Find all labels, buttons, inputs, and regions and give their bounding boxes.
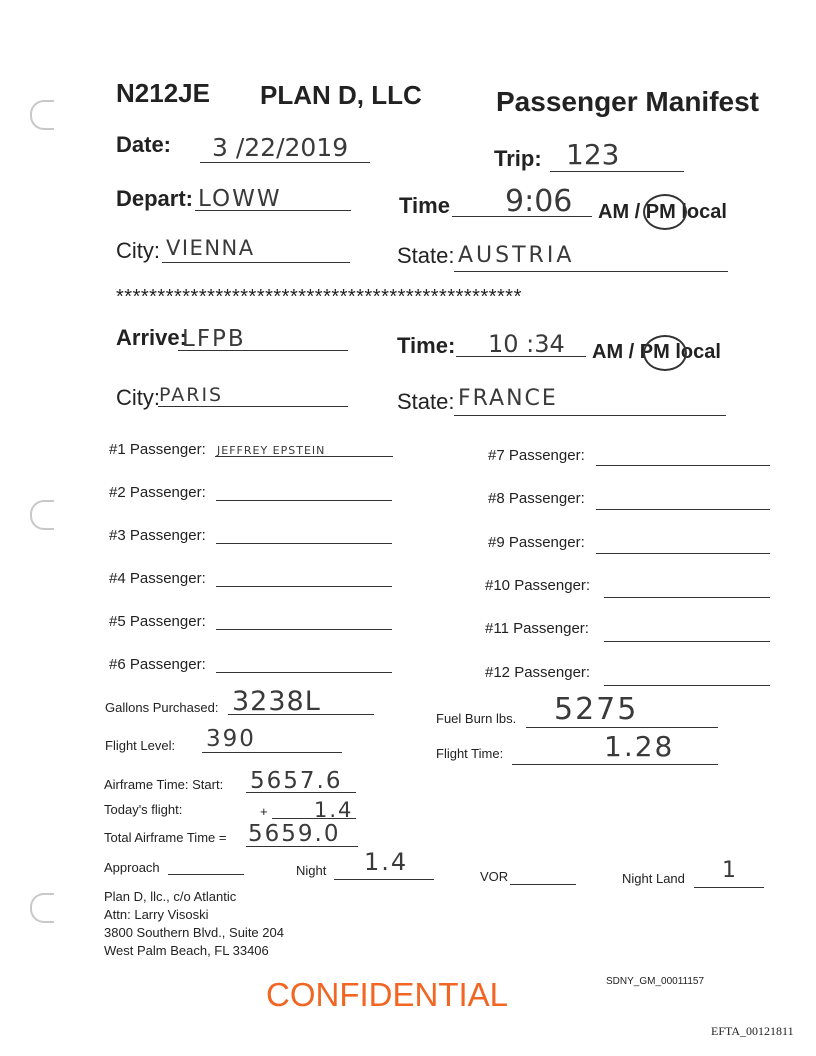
arrive-city-value: PARIS (159, 384, 224, 406)
date-line (200, 162, 370, 163)
pm-circle (643, 335, 687, 371)
passenger-1-line (215, 456, 393, 457)
binder-hole (30, 893, 54, 923)
gallons-value: 3238L (232, 686, 321, 717)
night-land-value: 1 (722, 858, 736, 883)
arrive-city-label: City: (116, 385, 160, 410)
arrive-label: Arrive: (116, 325, 187, 350)
address-line-1: Plan D, llc., c/o Atlantic (104, 889, 237, 904)
night-land-label: Night Land (622, 871, 685, 886)
depart-city-line (162, 262, 350, 263)
separator: ************************************************* (116, 286, 522, 308)
passenger-9-line (596, 553, 770, 554)
depart-city-value: VIENNA (166, 236, 255, 260)
todays-flight-label: Today's flight: (104, 802, 183, 817)
night-value: 1.4 (364, 848, 409, 876)
depart-time-label: Time (399, 193, 450, 218)
depart-time-line (452, 216, 592, 217)
address-line-2: Attn: Larry Visoski (104, 907, 209, 922)
depart-line (195, 210, 351, 211)
passenger-12-line (604, 685, 770, 686)
address-line-3: 3800 Southern Blvd., Suite 204 (104, 925, 284, 940)
flight-time-line (512, 764, 718, 765)
fuel-burn-label: Fuel Burn lbs. (436, 711, 517, 726)
binder-hole (30, 100, 54, 130)
passenger-2-line (216, 500, 392, 501)
night-land-line (694, 887, 764, 888)
passenger-11-label: #11 Passenger: (485, 620, 589, 637)
arrive-state-value: FRANCE (458, 386, 558, 411)
depart-state-label: State: (397, 243, 455, 268)
flight-level-line (202, 752, 342, 753)
todays-flight-line (272, 818, 356, 819)
company-name: PLAN D, LLC (260, 80, 422, 110)
passenger-12-label: #12 Passenger: (485, 664, 591, 681)
flight-time-label: Flight Time: (436, 746, 504, 761)
passenger-7-line (596, 465, 770, 466)
date-label: Date: (116, 132, 172, 157)
passenger-4-label: #4 Passenger: (109, 570, 206, 587)
trip-label: Trip: (494, 146, 542, 171)
trip-line (550, 171, 684, 172)
passenger-11-line (604, 641, 770, 642)
passenger-8-line (596, 509, 770, 510)
todays-flight-value: 1.4 (314, 798, 354, 822)
passenger-2-label: #2 Passenger: (109, 484, 206, 501)
passenger-10-label: #10 Passenger: (485, 577, 591, 594)
trip-value: 123 (566, 138, 620, 171)
airframe-start-label: Airframe Time: Start: (104, 777, 224, 792)
fuel-burn-line (526, 727, 718, 728)
date-value: 3 /22/2019 (212, 133, 349, 162)
total-airframe-value: 5659.0 (248, 821, 341, 847)
passenger-5-line (216, 629, 392, 630)
passenger-9-label: #9 Passenger: (488, 534, 585, 551)
flight-level-value: 390 (206, 726, 256, 752)
total-airframe-label: Total Airframe Time = (104, 830, 227, 845)
vor-line (510, 884, 576, 885)
passenger-7-label: #7 Passenger: (488, 447, 585, 464)
depart-time-value: 9:06 (505, 184, 573, 219)
depart-ampm: AM / PM local (598, 201, 727, 223)
arrive-line (178, 350, 348, 351)
depart-value: LOWW (198, 186, 282, 212)
total-airframe-line (246, 846, 358, 847)
depart-state-value: AUSTRIA (458, 243, 575, 268)
depart-city-label: City: (116, 238, 160, 263)
confidential-stamp: CONFIDENTIAL (266, 976, 509, 1013)
pm-circle (643, 194, 687, 230)
passenger-1-label: #1 Passenger: (109, 441, 206, 458)
passenger-1-value: JEFFREY EPSTEIN (217, 444, 326, 457)
arrive-ampm: AM / PM local (592, 341, 721, 363)
passenger-5-label: #5 Passenger: (109, 613, 206, 630)
arrive-value: LFPB (182, 326, 246, 352)
tail-number: N212JE (116, 78, 210, 108)
passenger-10-line (604, 597, 770, 598)
flight-level-label: Flight Level: (105, 738, 176, 753)
passenger-3-label: #3 Passenger: (109, 527, 206, 544)
page-title: Passenger Manifest (496, 86, 759, 117)
approach-label: Approach (104, 860, 160, 875)
arrive-state-line (454, 415, 726, 416)
arrive-time-value: 10 :34 (488, 330, 565, 358)
night-line (334, 879, 434, 880)
vor-label: VOR (480, 869, 509, 884)
bates-number: SDNY_GM_00011157 (606, 976, 705, 987)
night-label: Night (296, 863, 327, 878)
passenger-8-label: #8 Passenger: (488, 490, 585, 507)
arrive-state-label: State: (397, 389, 455, 414)
arrive-time-line (456, 356, 586, 357)
passenger-4-line (216, 586, 392, 587)
gallons-line (228, 714, 374, 715)
airframe-start-line (246, 792, 356, 793)
approach-line (168, 874, 244, 875)
depart-state-line (454, 271, 728, 272)
fuel-burn-value: 5275 (554, 692, 639, 727)
depart-label: Depart: (116, 186, 194, 211)
flight-time-value: 1.28 (604, 730, 675, 763)
passenger-3-line (216, 543, 392, 544)
address-line-4: West Palm Beach, FL 33406 (104, 943, 269, 958)
todays-flight-plus: + (260, 804, 268, 819)
efta-number: EFTA_00121811 (711, 1024, 794, 1038)
passenger-6-line (216, 672, 392, 673)
passenger-6-label: #6 Passenger: (109, 656, 206, 673)
binder-hole (30, 500, 54, 530)
airframe-start-value: 5657.6 (250, 768, 343, 794)
arrive-city-line (158, 406, 348, 407)
arrive-time-label: Time: (397, 333, 456, 358)
gallons-label: Gallons Purchased: (105, 700, 219, 715)
